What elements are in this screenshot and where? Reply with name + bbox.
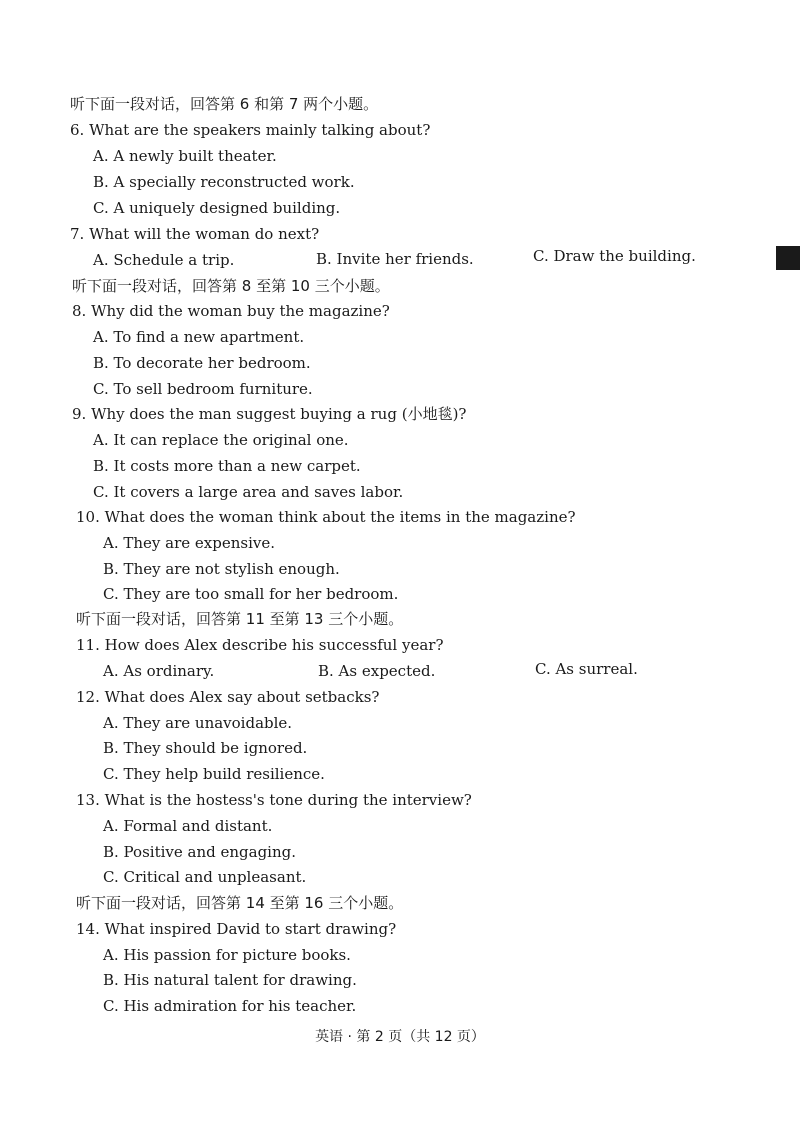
- option-c: C. They are too small for her bedroom.: [103, 585, 399, 603]
- option-b: B. Positive and engaging.: [103, 843, 297, 861]
- question-stem: 12. What does Alex say about setbacks?: [76, 688, 380, 706]
- option-b: B. His natural talent for drawing.: [103, 971, 357, 989]
- option-b: B. As expected.: [318, 662, 436, 680]
- option-c: C. They help build resilience.: [103, 765, 325, 783]
- option-b: B. They should be ignored.: [103, 739, 308, 757]
- option-a: A. As ordinary.: [103, 662, 215, 680]
- option-a: A. To find a new apartment.: [93, 328, 305, 346]
- option-b: B. To decorate her bedroom.: [93, 354, 311, 372]
- option-b: B. It costs more than a new carpet.: [93, 457, 361, 475]
- section-instruction: 听下面一段对话，回答第 8 至第 10 三个小题。: [72, 277, 390, 295]
- option-c: C. Critical and unpleasant.: [103, 868, 307, 886]
- option-c: C. A uniquely designed building.: [93, 199, 341, 217]
- page-footer: 英语 · 第 2 页（共 12 页）: [315, 1029, 485, 1045]
- question-stem: 6. What are the speakers mainly talking about?: [70, 121, 431, 139]
- option-a: A. They are expensive.: [103, 534, 276, 552]
- option-c: C. As surreal.: [535, 660, 638, 678]
- option-a: A. It can replace the original one.: [93, 431, 349, 449]
- section-instruction: 听下面一段对话，回答第 11 至第 13 三个小题。: [76, 610, 404, 628]
- section-instruction: 听下面一段对话，回答第 14 至第 16 三个小题。: [76, 894, 404, 912]
- option-a: A. Formal and distant.: [103, 817, 273, 835]
- question-stem: 11. How does Alex describe his successful year?: [76, 636, 444, 654]
- option-c: C. Draw the building.: [533, 247, 696, 265]
- question-stem: 9. Why does the man suggest buying a rug (小地毯)?: [72, 405, 467, 423]
- option-c: C. It covers a large area and saves labor.: [93, 483, 404, 501]
- question-stem: 10. What does the woman think about the items in the magazine?: [76, 508, 576, 526]
- question-stem: 7. What will the woman do next?: [70, 225, 320, 243]
- option-b: B. They are not stylish enough.: [103, 560, 340, 578]
- registration-mark: [776, 246, 800, 270]
- option-c: C. His admiration for his teacher.: [103, 997, 357, 1015]
- option-a: A. Schedule a trip.: [93, 251, 235, 269]
- option-a: A. A newly built theater.: [93, 147, 277, 165]
- option-a: A. They are unavoidable.: [103, 714, 293, 732]
- section-instruction: 听下面一段对话，回答第 6 和第 7 两个小题。: [70, 95, 379, 113]
- option-c: C. To sell bedroom furniture.: [93, 380, 313, 398]
- option-b: B. A specially reconstructed work.: [93, 173, 355, 191]
- question-stem: 13. What is the hostess's tone during the interview?: [76, 791, 472, 809]
- option-b: B. Invite her friends.: [316, 250, 474, 268]
- option-a: A. His passion for picture books.: [103, 946, 351, 964]
- question-stem: 8. Why did the woman buy the magazine?: [72, 302, 390, 320]
- question-stem: 14. What inspired David to start drawing?: [76, 920, 397, 938]
